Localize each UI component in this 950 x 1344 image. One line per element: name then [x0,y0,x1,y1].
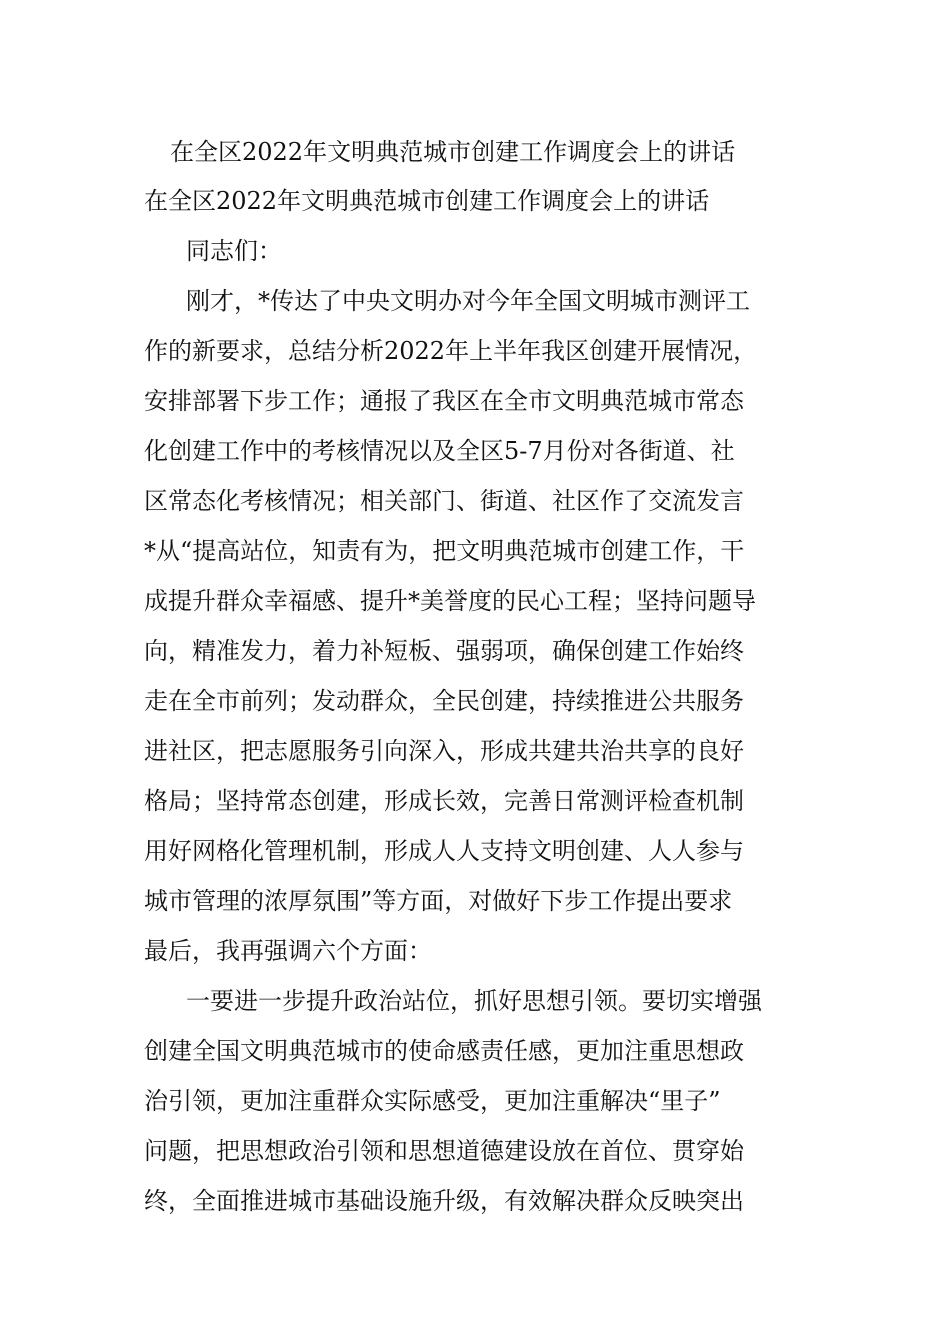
paragraph-line: 向，精准发力，着力补短板、强弱项，确保创建工作始终 [144,637,744,665]
paragraph-line: 治引领，更加注重群众实际感受，更加注重解决“里子” [144,1087,721,1115]
paragraph-line: 安排部署下步工作；通报了我区在全市文明典范城市常态 [144,387,744,415]
paragraph-line: 刚才，*传达了中央文明办对今年全国文明城市测评工 [186,287,750,315]
document-body [144,226,814,1226]
salutation: 同志们： [186,237,282,265]
paragraph-line: 创建全国文明典范城市的使命感责任感，更加注重思想政 [144,1037,744,1065]
paragraph-line: 成提升群众幸福感、提升*美誉度的民心工程；坚持问题导 [144,587,756,615]
paragraph-line: 终，全面推进城市基础设施升级，有效解决群众反映突出 [144,1187,744,1215]
paragraph-line: *从“提高站位，知责有为，把文明典范城市创建工作，干 [144,537,745,565]
paragraph-line: 作的新要求，总结分析2022年上半年我区创建开展情况， [144,337,758,365]
paragraph-line: 城市管理的浓厚氛围”等方面，对做好下步工作提出要求 [144,887,733,915]
paragraph-line: 用好网格化管理机制，形成人人支持文明创建、人人参与 [144,837,744,865]
paragraph-line: 最后，我再强调六个方面： [144,937,432,965]
paragraph-2 [144,976,814,1226]
paragraph-line: 化创建工作中的考核情况以及全区5-7月份对各街道、社 [144,437,735,465]
paragraph-line: 走在全市前列；发动群众，全民创建，持续推进公共服务 [144,687,744,715]
paragraph-line: 一要进一步提升政治站位，抓好思想引领。要切实增强 [186,987,762,1015]
paragraph-1 [144,276,814,976]
document-title: 在全区2022年文明典范城市创建工作调度会上的讲话 [170,138,736,166]
document-subtitle: 在全区2022年文明典范城市创建工作调度会上的讲话 [144,187,710,215]
paragraph-line: 问题，把思想政治引领和思想道德建设放在首位、贯穿始 [144,1137,744,1165]
paragraph-line: 格局；坚持常态创建，形成长效，完善日常测评检查机制 [144,787,744,815]
paragraph-line: 进社区，把志愿服务引向深入，形成共建共治共享的良好 [144,737,744,765]
paragraph-line: 区常态化考核情况；相关部门、街道、社区作了交流发言 [144,487,744,515]
